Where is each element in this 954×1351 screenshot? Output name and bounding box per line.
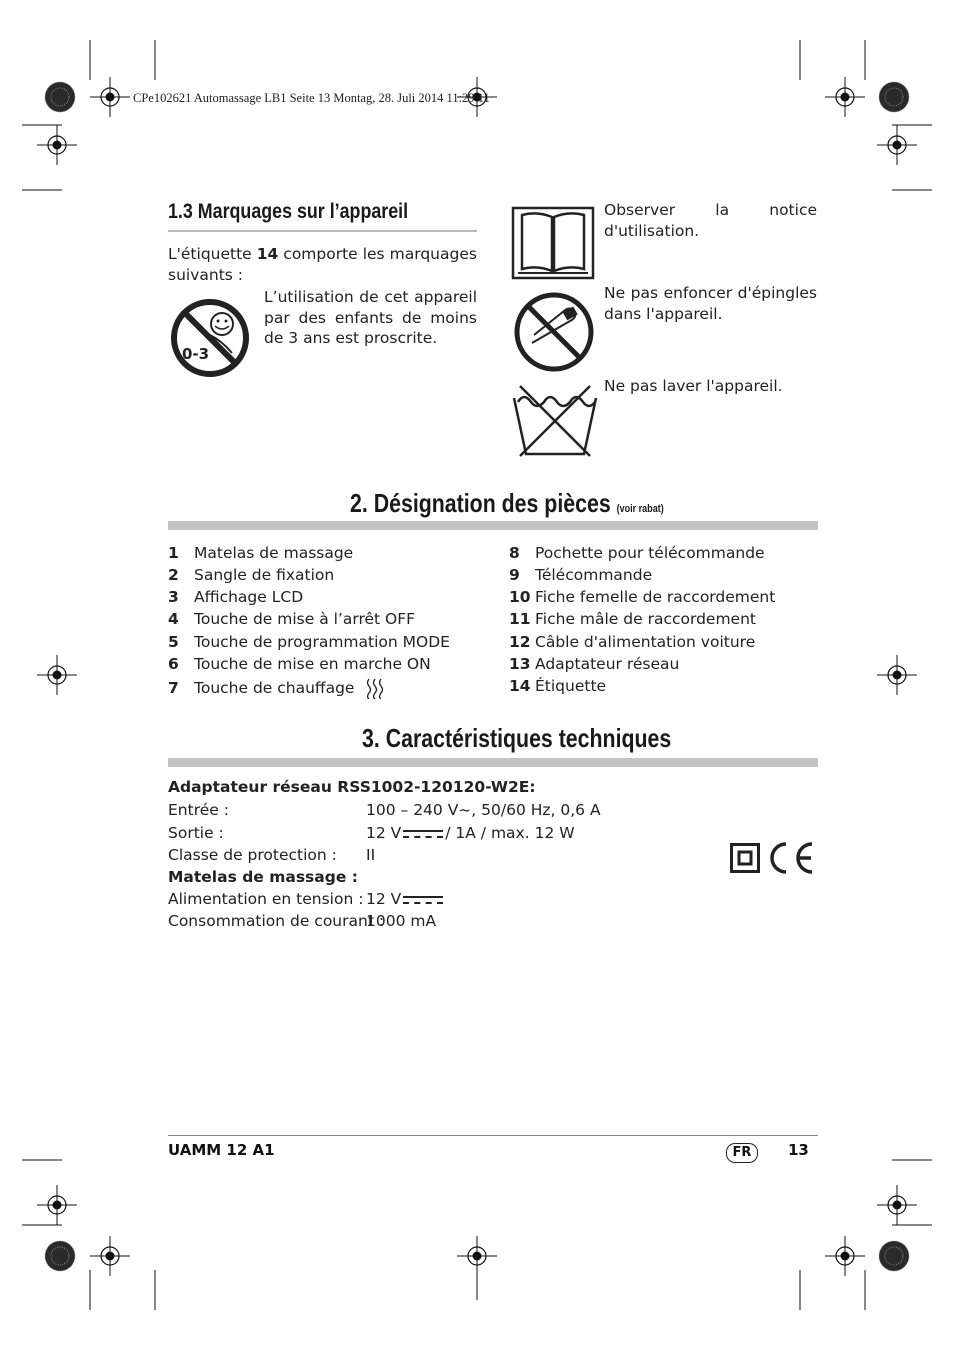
section-3-rule — [168, 758, 818, 767]
part-item: 13 Adaptateur réseau — [509, 655, 680, 673]
no-pins-icon — [512, 291, 596, 373]
matelas-heading: Matelas de massage : — [168, 868, 358, 886]
part-item: 14 Étiquette — [509, 677, 607, 695]
intro-start: L'étiquette — [168, 245, 252, 263]
heat-icon — [365, 677, 387, 699]
part-item: 2 Sangle de fixation — [168, 566, 335, 584]
section-2-rule — [168, 521, 818, 530]
conso-value: 1000 mA — [366, 912, 437, 930]
entree-label: Entrée : — [168, 801, 229, 819]
sortie-rest: / 1A / max. 12 W — [445, 824, 575, 842]
part-item: 11 Fiche mâle de raccordement — [509, 610, 756, 628]
section-3-title: 3. Caractéristiques techniques — [362, 723, 672, 753]
part-item: 6 Touche de mise en marche ON — [168, 655, 431, 673]
manual-text: Observer la notice d'utilisation. — [604, 201, 817, 240]
dc-current-icon — [403, 829, 443, 839]
part-item: 3 Affichage LCD — [168, 588, 304, 606]
age-label: 0-3 — [182, 345, 210, 363]
intro-suivants: suivants : — [168, 265, 244, 284]
sortie-value — [366, 824, 575, 842]
section-2-subtitle: (voir rabat) — [616, 503, 664, 515]
section-1-3-title: 1.3 Marquages sur l’appareil — [168, 200, 409, 223]
wash-text: Ne pas laver l'appareil. — [604, 377, 783, 395]
no-children-icon — [168, 297, 252, 379]
section-2-title-text: 2. Désignation des pièces — [350, 488, 611, 518]
classe-label: Classe de protection : — [168, 846, 337, 864]
classe-value: II — [366, 846, 376, 864]
intro-les: les — [362, 245, 385, 263]
part-item: 12 Câble d'alimentation voiture — [509, 633, 756, 651]
intro-marquages: marquages — [389, 245, 477, 263]
footer-rule — [168, 1135, 818, 1136]
sortie-label: Sortie : — [168, 824, 224, 842]
part-item: 5 Touche de programmation MODE — [168, 633, 450, 651]
entree-value: 100 – 240 V~, 50/60 Hz, 0,6 A — [366, 801, 601, 819]
section-2-title — [350, 488, 664, 519]
sortie-volt: 12 V — [366, 824, 402, 842]
no-washing-icon — [510, 380, 600, 460]
child-warning-text: L’utilisation de cet appareil par des enfants de moins de 3 ans est proscrite. — [264, 288, 477, 347]
part-item: 4 Touche de mise à l’arrêt OFF — [168, 610, 416, 628]
pins-text: Ne pas enfoncer d'épingles dans l'appareil. — [604, 284, 817, 323]
part-item: 8 Pochette pour télécommande — [509, 544, 765, 562]
protection-class-ii-icon — [730, 843, 760, 873]
adapter-heading: Adaptateur réseau RSS1002-120120-W2E: — [168, 778, 536, 796]
label-intro — [168, 244, 477, 285]
dc-current-icon — [403, 895, 443, 905]
language-badge: FR — [726, 1143, 758, 1163]
part-item: 9 Télécommande — [509, 566, 653, 584]
print-slug: CPe102621 Automassage LB1 Seite 13 Montag, 28. Juli 2014 11:29 11 — [133, 91, 490, 105]
conso-label: Consommation de courant : — [168, 912, 385, 930]
section-1-3-rule — [168, 230, 477, 232]
part-item: 1 Matelas de massage — [168, 544, 354, 562]
read-manual-icon — [510, 205, 596, 281]
part-item: 10 Fiche femelle de raccordement — [509, 588, 776, 606]
ce-mark-icon — [764, 840, 816, 876]
model-number: UAMM 12 A1 — [168, 1141, 275, 1159]
intro-comporte: comporte — [283, 245, 358, 263]
alim-value — [366, 890, 445, 908]
alim-label: Alimentation en tension : — [168, 890, 364, 908]
page-number: 13 — [788, 1141, 809, 1159]
intro-number: 14 — [256, 245, 279, 263]
part-item: 7 Touche de chauffage — [168, 677, 387, 699]
alim-volt: 12 V — [366, 890, 402, 908]
